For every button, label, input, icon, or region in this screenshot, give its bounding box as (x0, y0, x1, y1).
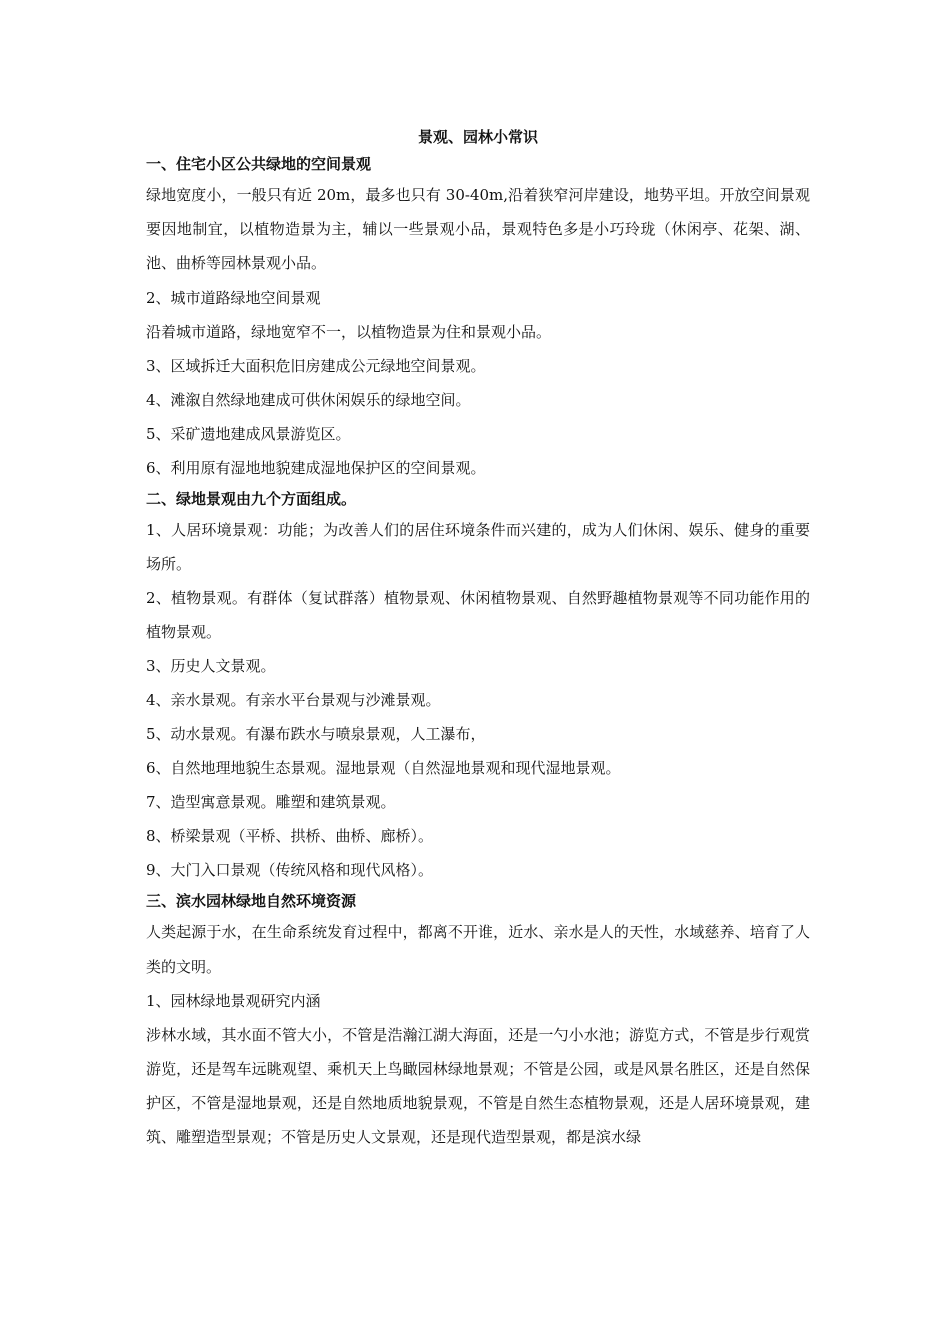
paragraph: 沿着城市道路，绿地宽窄不一，以植物造景为住和景观小品。 (146, 322, 552, 341)
document-title: 景观、园林小常识 (417, 128, 538, 146)
paragraph: 4、滩溆自然绿地建成可供休闲娱乐的绿地空间。 (146, 390, 471, 409)
paragraph: 1、园林绿地景观研究内涵 (146, 991, 321, 1010)
paragraph: 3、区域拆迁大面积危旧房建成公元绿地空间景观。 (146, 356, 486, 375)
paragraph: 7、造型寓意景观。雕塑和建筑景观。 (146, 793, 396, 812)
paragraph: 6、利用原有湿地地貌建成湿地保护区的空间景观。 (146, 458, 486, 477)
paragraph: 3、历史人文景观。 (146, 657, 276, 676)
paragraph: 5、采矿遗地建成风景游览区。 (146, 424, 351, 443)
paragraph: 2、植物景观。有群体（复试群落）植物景观、休闲植物景观、自然野趣植物景观等不同功能作用的植物景观。 (146, 589, 810, 642)
section-heading-2: 二、绿地景观由九个方面组成。 (146, 489, 357, 508)
document-body (146, 124, 810, 1155)
paragraph: 4、亲水景观。有亲水平台景观与沙滩景观。 (146, 691, 441, 710)
paragraph: 9、大门入口景观（传统风格和现代风格）。 (146, 861, 434, 880)
paragraph: 2、城市道路绿地空间景观 (146, 288, 321, 307)
section-heading-3: 三、滨水园林绿地自然环境资源 (146, 892, 357, 911)
paragraph: 1、人居环境景观：功能；为改善人们的居住环境条件而兴建的，成为人们休闲、娱乐、健身的重要场所。 (146, 520, 810, 573)
paragraph: 人类起源于水，在生命系统发育过程中，都离不开谁，近水、亲水是人的天性，水域慈养、培育了人类的文明。 (146, 923, 810, 976)
paragraph: 涉林水域，其水面不管大小，不管是浩瀚江湖大海面，还是一勺小水池；游览方式，不管是步行观赏游览，还是驾车远眺观望、乘机天上鸟瞰园林绿地景观；不管是公园，或是风景名胜区，还是自然保护区，不管是湿地景观，还是自然地质地貌景观，不管是自然生态植物景观，还是人居环境景观，建筑、雕塑造型景观；不管是历史人文景观，还是现代造型景观，都是滨水绿 (146, 1025, 810, 1147)
paragraph: 5、动水景观。有瀑布跌水与喷泉景观，人工瀑布， (146, 725, 486, 744)
paragraph: 绿地宽度小，一般只有近 20m，最多也只有 30-40m,沿着狭窄河岸建设，地势平坦。开放空间景观要因地制宜，以植物造景为主，辅以一些景观小品，景观特色多是小巧玲珑（休闲亭、花架、湖、池、曲桥等园林景观小品。 (146, 186, 810, 273)
section-heading-1: 一、住宅小区公共绿地的空间景观 (146, 155, 372, 173)
paragraph: 8、桥梁景观（平桥、拱桥、曲桥、廊桥）。 (146, 827, 434, 846)
paragraph: 6、自然地理地貌生态景观。湿地景观（自然湿地景观和现代湿地景观。 (146, 759, 621, 778)
